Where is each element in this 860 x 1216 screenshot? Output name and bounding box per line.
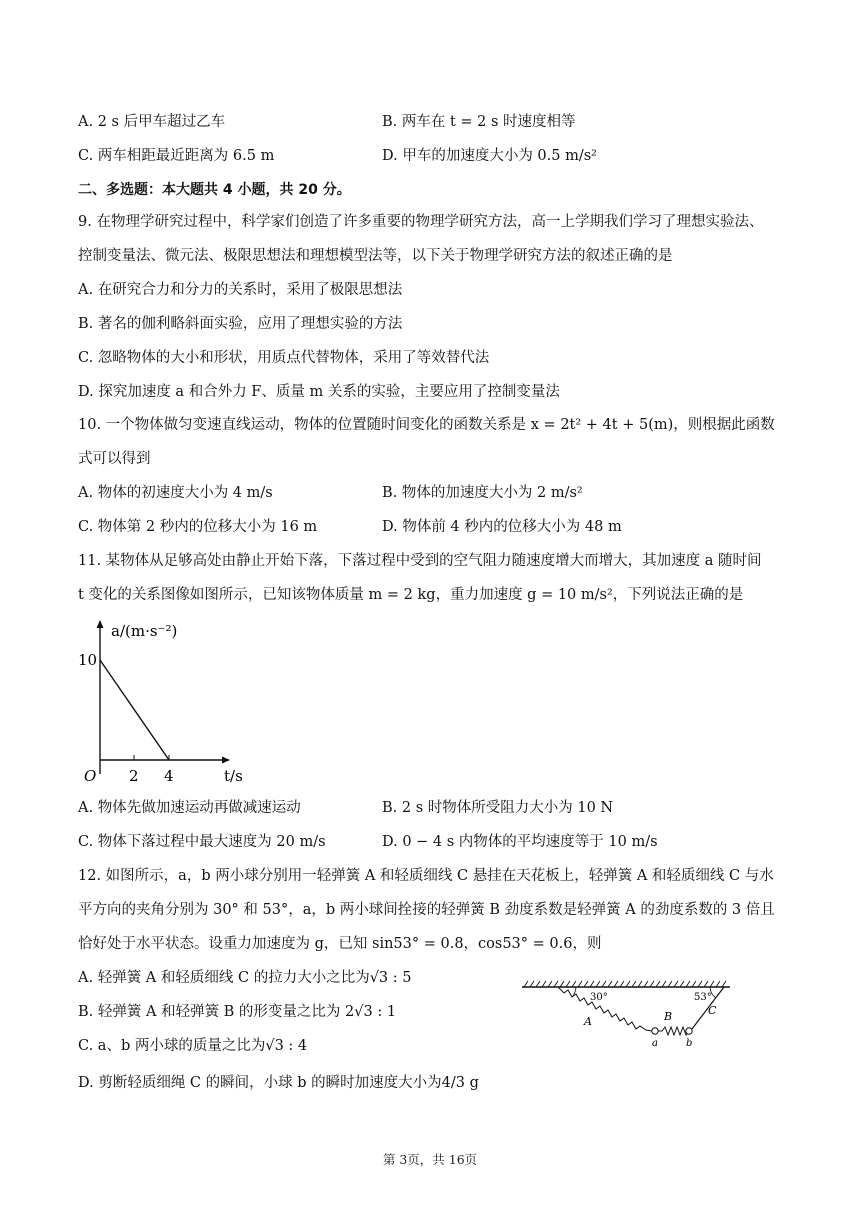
spring-b-label: B	[664, 1010, 673, 1023]
q12-option-a: A. 轻弹簧 A 和轻质细线 C 的拉力大小之比为√3 : 5	[78, 970, 412, 986]
ball-b	[686, 1028, 692, 1034]
x-axis-arrow	[222, 757, 230, 764]
string-c-label: C	[708, 1004, 717, 1017]
q11-option-c: C. 物体下落过程中最大速度为 20 m/s	[78, 834, 326, 850]
q9-option-c: C. 忽略物体的大小和形状，用质点代替物体，采用了等效替代法	[78, 350, 490, 366]
q10-option-c: C. 物体第 2 秒内的位移大小为 16 m	[78, 519, 318, 535]
q10-option-b: B. 物体的加速度大小为 2 m/s²	[382, 485, 583, 501]
y-axis-label: a/(m·s⁻²)	[111, 622, 178, 640]
q10-option-d: D. 物体前 4 秒内的位移大小为 48 m	[382, 519, 622, 535]
q10-stem-line1: 10. 一个物体做匀变速直线运动，物体的位置随时间变化的函数关系是 x = 2t² + 4t + 5(m)，则根据此函数	[78, 417, 775, 433]
graph-line	[100, 660, 169, 760]
y-tick-label-10: 10	[78, 651, 98, 669]
q9-stem-line2: 控制变量法、微元法、极限思想法和理想模型法等，以下关于物理学研究方法的叙述正确的是	[78, 248, 673, 264]
ball-a-label: a	[652, 1038, 658, 1048]
x-tick-label-4: 4	[164, 767, 174, 785]
ball-b-label: b	[686, 1038, 693, 1048]
q9-option-a: A. 在研究合力和分力的关系时，采用了极限思想法	[78, 282, 403, 298]
q11-option-b: B. 2 s 时物体所受阻力大小为 10 N	[382, 800, 614, 816]
q12-stem-line3: 恰好处于水平状态。设重力加速度为 g，已知 sin53° = 0.8，cos53° = 0.6，则	[78, 936, 602, 952]
q8-option-a: A. 2 s 后甲车超过乙车	[78, 114, 226, 130]
q8-option-b: B. 两车在 t = 2 s 时速度相等	[382, 114, 576, 130]
spring-b	[658, 1027, 690, 1035]
x-axis-label: t/s	[224, 767, 243, 785]
q8-option-c: C. 两车相距最近距离为 6.5 m	[78, 148, 275, 164]
page-footer: 第 3页，共 16页	[382, 1152, 478, 1167]
angle-label-53: 53°	[694, 992, 712, 1003]
origin-label: O	[84, 767, 97, 785]
q10-option-a: A. 物体的初速度大小为 4 m/s	[78, 485, 273, 501]
q9-option-d: D. 探究加速度 a 和合外力 F、质量 m 关系的实验，主要应用了控制变量法	[78, 384, 560, 400]
q8-option-d: D. 甲车的加速度大小为 0.5 m/s²	[382, 148, 597, 164]
q11-option-a: A. 物体先做加速运动再做减速运动	[78, 800, 301, 816]
x-tick-label-2: 2	[129, 767, 139, 785]
q9-stem-line1: 9. 在物理学研究过程中，科学家们创造了许多重要的物理学研究方法，高一上学期我们学习了理想实验法、	[78, 214, 764, 230]
q10-stem-line2: 式可以得到	[78, 451, 151, 467]
q9-option-b: B. 著名的伽利略斜面实验，应用了理想实验的方法	[78, 316, 403, 332]
ceiling-hatching	[524, 981, 726, 987]
q12-stem-line2: 平方向的夹角分别为 30° 和 53°，a，b 两小球间拴接的轻弹簧 B 劲度系数是轻弹簧 A 的劲度系数的 3 倍且	[78, 902, 775, 918]
spring-a-label: A	[584, 1015, 592, 1028]
q11-stem-line2: t 变化的关系图像如图所示，已知该物体质量 m = 2 kg，重力加速度 g = 10 m/s²，下列说法正确的是	[78, 587, 744, 603]
ball-a	[652, 1028, 658, 1034]
spring-ball-figure	[518, 978, 734, 1048]
q12-stem-line1: 12. 如图所示，a，b 两小球分别用一轻弹簧 A 和轻质细线 C 悬挂在天花板上，轻弹簧 A 和轻质细线 C 与水	[78, 868, 774, 884]
y-axis-arrow	[97, 620, 104, 628]
section-title: 二、多选题：本大题共 4 小题，共 20 分。	[78, 182, 351, 198]
q11-stem-line1: 11. 某物体从足够高处由静止开始下落，下落过程中受到的空气阻力随速度增大而增大，其加速度 a 随时间	[78, 553, 762, 569]
acceleration-time-graph	[78, 614, 278, 786]
angle-label-30: 30°	[590, 992, 608, 1003]
q12-option-b: B. 轻弹簧 A 和轻弹簧 B 的形变量之比为 2√3 : 1	[78, 1004, 397, 1020]
q11-option-d: D. 0 − 4 s 内物体的平均速度等于 10 m/s	[382, 834, 658, 850]
q12-option-c: C. a、b 两小球的质量之比为√3 : 4	[78, 1038, 308, 1054]
q12-option-d: D. 剪断轻质细绳 C 的瞬间，小球 b 的瞬时加速度大小为4/3 g	[78, 1075, 479, 1091]
